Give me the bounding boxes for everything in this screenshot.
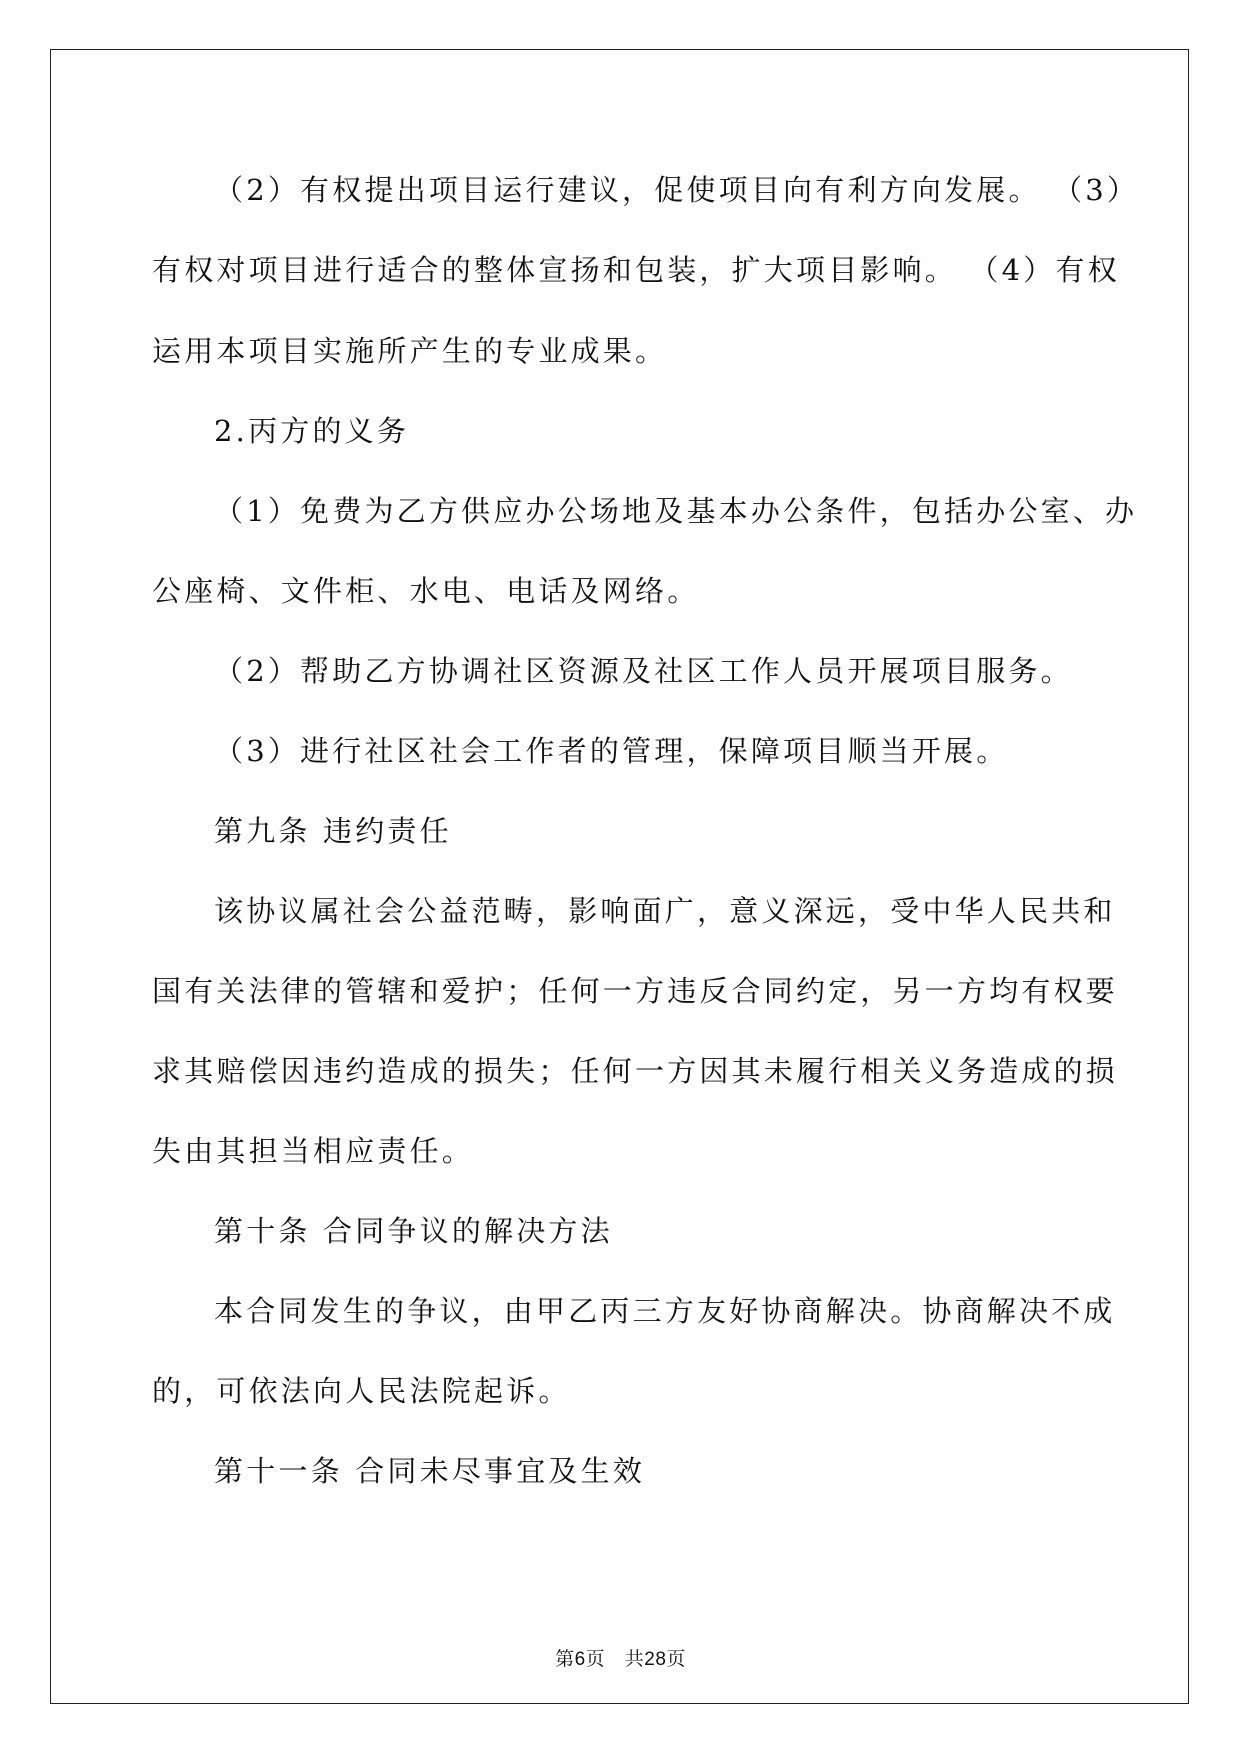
page-number: 6 (574, 1649, 586, 1670)
page-prefix: 第 (555, 1648, 575, 1670)
article-heading: 第九条 违约责任 (214, 814, 452, 848)
page-mid: 页 共 (585, 1648, 645, 1670)
paragraph-line: 该协议属社会公益范畴，影响面广，意义深远，受中华人民共和 (214, 894, 1116, 928)
paragraph-line: 公座椅、文件柜、水电、电话及网络。 (152, 574, 700, 608)
article-heading: 第十条 合同争议的解决方法 (214, 1214, 613, 1248)
paragraph-line: （1）免费为乙方供应办公场地及基本办公条件，包括办公室、办 (214, 494, 1138, 528)
paragraph-line: （2）有权提出项目运行建议，促使项目向有利方向发展。 （3） (214, 173, 1140, 207)
paragraph-line: 国有关法律的管辖和爱护；任何一方违反合同约定，另一方均有权要 (152, 974, 1119, 1008)
paragraph-line: 的，可依法向人民法院起诉。 (152, 1374, 571, 1408)
page-footer (0, 1647, 1241, 1672)
article-heading: 第十一条 合同未尽事宜及生效 (214, 1454, 646, 1488)
section-heading: 2.丙方的义务 (214, 414, 410, 448)
paragraph-line: （2）帮助乙方协调社区资源及社区工作人员开展项目服务。 (214, 654, 1073, 688)
paragraph-line: 本合同发生的争议，由甲乙丙三方友好协商解决。协商解决不成 (214, 1294, 1116, 1328)
paragraph-line: 运用本项目实施所产生的专业成果。 (152, 334, 668, 368)
page-suffix: 页 (666, 1648, 686, 1670)
paragraph-line: 失由其担当相应责任。 (152, 1134, 475, 1168)
total-pages: 28 (644, 1649, 667, 1670)
paragraph-line: （3）进行社区社会工作者的管理，保障项目顺当开展。 (214, 734, 1009, 768)
paragraph-line: 求其赔偿因违约造成的损失；任何一方因其未履行相关义务造成的损 (152, 1054, 1119, 1088)
paragraph-line: 有权对项目进行适合的整体宣扬和包装，扩大项目影响。 （4）有权 (152, 253, 1120, 287)
